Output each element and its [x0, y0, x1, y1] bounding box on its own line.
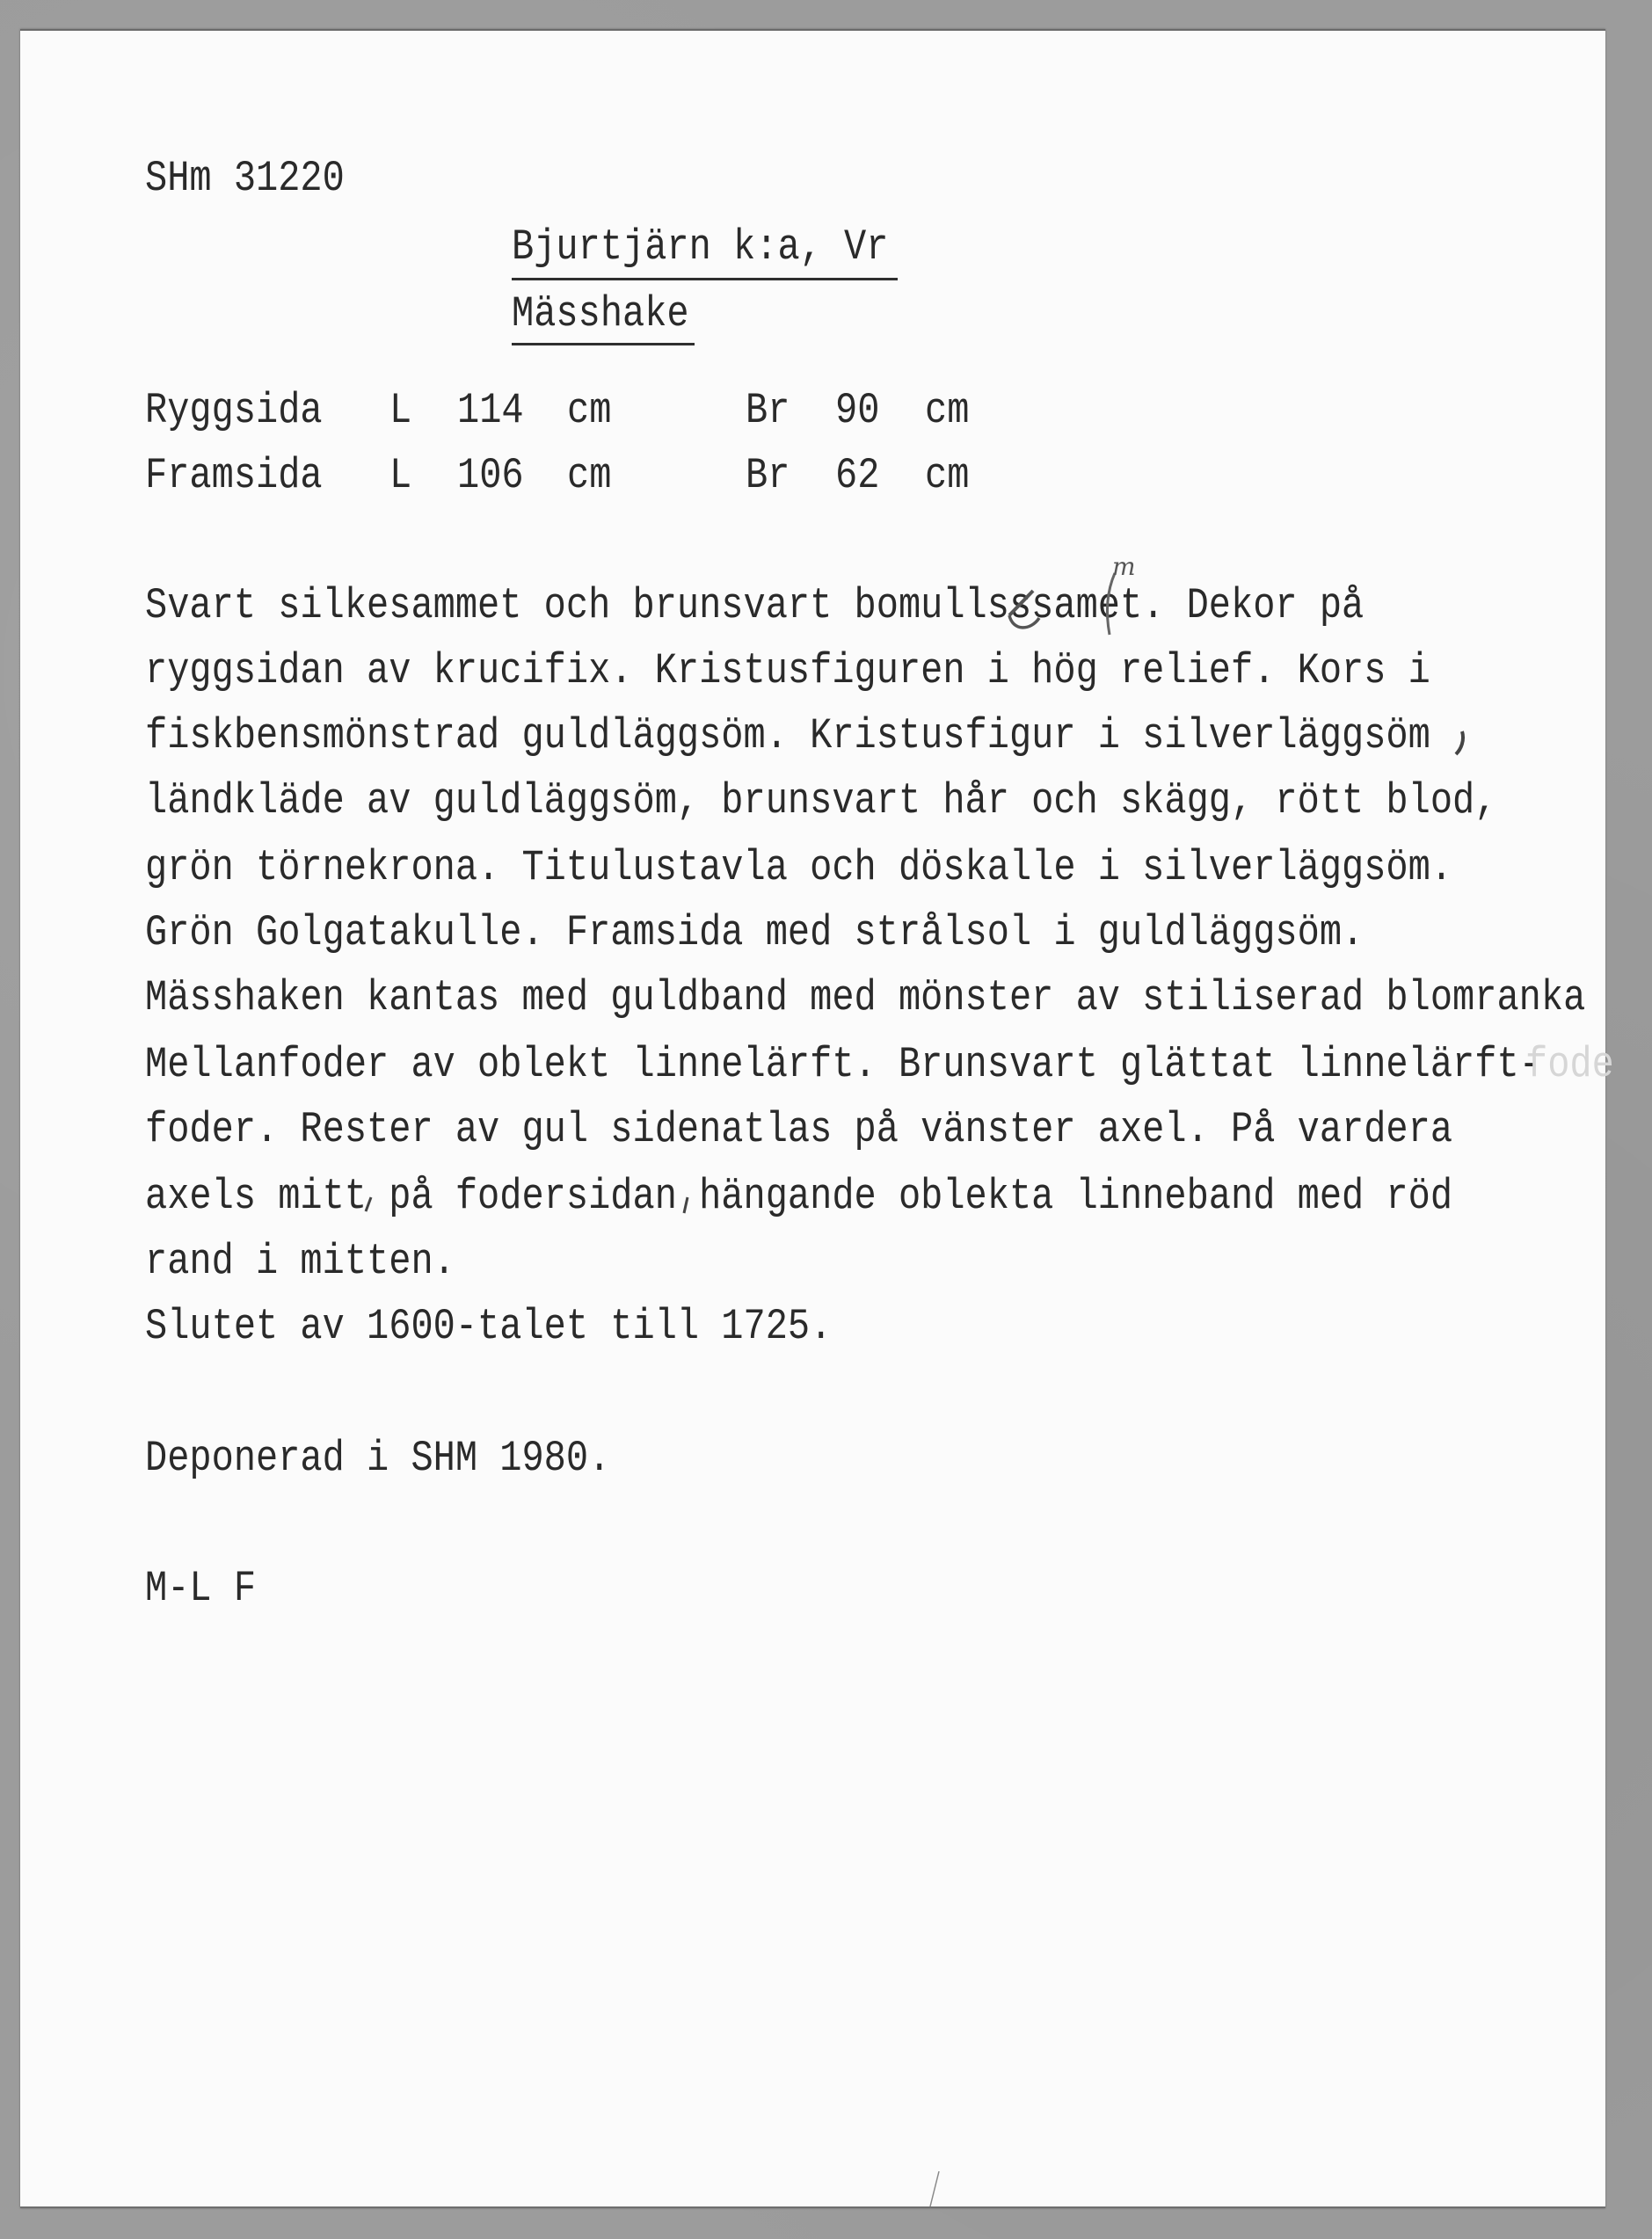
deposit-note: Deponerad i SHM 1980.: [145, 1433, 611, 1484]
length-unit: cm: [567, 450, 612, 501]
description-line: foder. Rester av gul sidenatlas på vänster axel. På vardera: [145, 1104, 1453, 1155]
description-line: ländkläde av guldläggsöm, brunsvart hår och skägg, rött blod,: [145, 775, 1497, 826]
description-line: fiskbensmönstrad guldläggsöm. Kristusfigur i silverläggsöm: [145, 710, 1430, 761]
description-line: grön törnekrona. Titulustavla och döskalle i silverläggsöm.: [145, 842, 1453, 893]
description-line: Mässhaken kantas med guldband med mönster av stiliserad blomranka: [145, 972, 1586, 1023]
description-line: Mellanfoder av oblekt linnelärft. Brunsvart glättat linnelärft-: [145, 1039, 1541, 1090]
dating-line: Slutet av 1600-talet till 1725.: [145, 1301, 833, 1352]
location-underline: [512, 278, 898, 280]
length-label: L: [389, 450, 412, 501]
object-type-underline: [512, 343, 695, 345]
width-label: Br: [746, 385, 790, 436]
side-label: Ryggsida: [145, 385, 323, 436]
handwritten-insert: m: [1112, 552, 1136, 581]
description-line: rand i mitten.: [145, 1236, 455, 1287]
length-unit: cm: [567, 385, 612, 436]
description-line: Grön Golgatakulle. Framsida med strålsol i guldläggsöm.: [145, 907, 1365, 958]
width-unit: cm: [925, 450, 970, 501]
description-line: Svart silkesammet och brunsvart bomullsssamet. Dekor på: [145, 580, 1365, 631]
signature-initials: M-L F: [145, 1563, 257, 1614]
width-value: 90: [835, 385, 880, 436]
length-value: 114: [457, 385, 524, 436]
ghost-overflow-text: fode: [1525, 1039, 1614, 1090]
catalog-number: SHm 31220: [145, 153, 345, 204]
width-label: Br: [746, 450, 790, 501]
side-label: Framsida: [145, 450, 323, 501]
description-line: axels mitt på fodersidan hängande oblekta linneband med röd: [145, 1171, 1453, 1222]
location-heading: Bjurtjärn k:a, Vr: [512, 222, 889, 273]
width-value: 62: [835, 450, 880, 501]
description-line: ryggsidan av krucifix. Kristusfiguren i hög relief. Kors i: [145, 645, 1430, 696]
length-value: 106: [457, 450, 524, 501]
width-unit: cm: [925, 385, 970, 436]
length-label: L: [389, 385, 412, 436]
object-type-heading: Mässhake: [512, 288, 689, 339]
